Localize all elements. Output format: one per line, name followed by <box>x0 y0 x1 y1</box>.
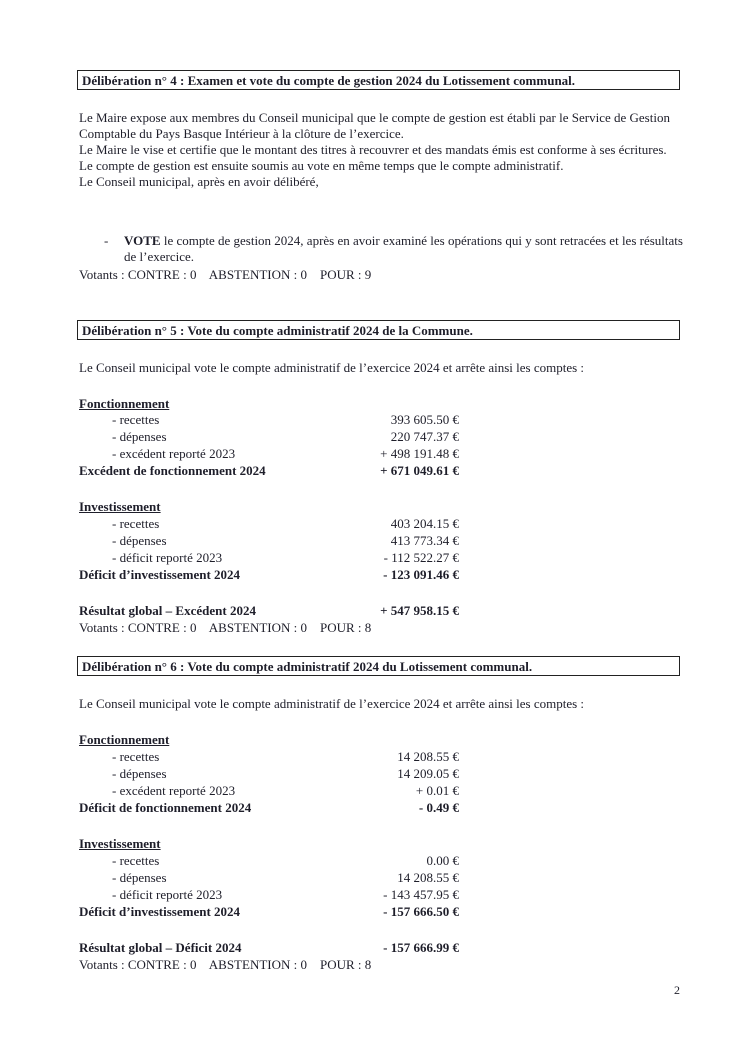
deliberation-6-heading: Délibération n° 6 : Vote du compte administratif 2024 du Lotissement communal. <box>77 656 680 676</box>
fonctionnement-heading: Fonctionnement <box>79 396 170 411</box>
row-amount: 14 209.05 € <box>397 766 459 781</box>
total-row <box>79 567 459 583</box>
global-result-row <box>79 603 459 619</box>
row-label: - dépenses <box>112 429 167 444</box>
paragraph: Le Maire le vise et certifie que le montant des titres à recouvrer et des mandats émis est conforme à ses écritures. <box>79 142 667 157</box>
deliberation-5-intro: Le Conseil municipal vote le compte administratif de l’exercice 2024 et arrête ainsi les comptes : <box>79 360 585 375</box>
total-row <box>79 904 459 920</box>
total-amount: - 123 091.46 € <box>383 567 459 582</box>
global-amount: + 547 958.15 € <box>380 603 459 618</box>
account-row <box>79 412 459 428</box>
deliberation-4-body <box>79 110 684 190</box>
row-amount: + 498 191.48 € <box>380 446 459 461</box>
row-amount: 413 773.34 € <box>390 533 459 548</box>
row-label: - recettes <box>112 412 160 427</box>
account-row <box>79 550 459 566</box>
account-row <box>79 887 459 903</box>
row-amount: 220 747.37 € <box>390 429 459 444</box>
investissement-heading: Investissement <box>79 499 161 514</box>
row-amount: 0.00 € <box>426 853 459 868</box>
row-label: - dépenses <box>112 533 167 548</box>
row-amount: 393 605.50 € <box>390 412 459 427</box>
account-row <box>79 429 459 445</box>
account-row <box>79 533 459 549</box>
paragraph: Le compte de gestion est ensuite soumis au vote en même temps que le compte administratif. <box>79 158 564 173</box>
investissement-heading: Investissement <box>79 836 161 851</box>
account-row <box>79 783 459 799</box>
global-label: Résultat global – Excédent 2024 <box>79 603 256 618</box>
account-row <box>79 446 459 462</box>
row-label: - dépenses <box>112 870 167 885</box>
row-label: - recettes <box>112 516 160 531</box>
deliberation-6-votes: Votants : CONTRE : 0 ABSTENTION : 0 POUR : 8 <box>79 957 372 972</box>
deliberation-5-heading: Délibération n° 5 : Vote du compte administratif 2024 de la Commune. <box>77 320 680 340</box>
account-row <box>79 853 459 869</box>
paragraph: Le Maire expose aux membres du Conseil municipal que le compte de gestion est établi par le Service de Gestion Comptable du Pays Basque Intérieur à la clôture de l’exercice. <box>79 110 670 141</box>
row-label: - excédent reporté 2023 <box>112 783 236 798</box>
row-label: - excédent reporté 2023 <box>112 446 236 461</box>
total-label: Excédent de fonctionnement 2024 <box>79 463 266 478</box>
global-amount: - 157 666.99 € <box>383 940 459 955</box>
fonctionnement-heading: Fonctionnement <box>79 732 170 747</box>
total-label: Déficit d’investissement 2024 <box>79 567 241 582</box>
total-row <box>79 463 459 479</box>
global-result-row <box>79 940 459 956</box>
row-label: - déficit reporté 2023 <box>112 550 223 565</box>
total-label: Déficit d’investissement 2024 <box>79 904 241 919</box>
deliberation-4-votes: Votants : CONTRE : 0 ABSTENTION : 0 POUR : 9 <box>79 267 372 282</box>
deliberation-4-heading: Délibération n° 4 : Examen et vote du compte de gestion 2024 du Lotissement communal. <box>77 70 680 90</box>
row-amount: + 0.01 € <box>415 783 459 798</box>
row-label: - dépenses <box>112 766 167 781</box>
account-row <box>79 749 459 765</box>
total-row <box>79 800 459 816</box>
page-number: 2 <box>674 983 680 997</box>
vote-keyword: VOTE <box>124 233 161 248</box>
total-amount: + 671 049.61 € <box>380 463 459 478</box>
row-amount: - 143 457.95 € <box>383 887 459 902</box>
global-label: Résultat global – Déficit 2024 <box>79 940 242 955</box>
paragraph: Le Conseil municipal, après en avoir délibéré, <box>79 174 319 189</box>
row-label: - recettes <box>112 853 160 868</box>
row-amount: - 112 522.27 € <box>383 550 459 565</box>
account-row <box>79 516 459 532</box>
row-amount: 403 204.15 € <box>390 516 459 531</box>
total-amount: - 0.49 € <box>418 800 459 815</box>
account-row <box>79 766 459 782</box>
bullet-text <box>124 233 684 265</box>
vote-description: le compte de gestion 2024, après en avoir examiné les opérations qui y sont retracées et les résultats de l’exercice. <box>124 233 683 264</box>
total-amount: - 157 666.50 € <box>383 904 459 919</box>
account-row <box>79 870 459 886</box>
deliberation-6-intro: Le Conseil municipal vote le compte administratif de l’exercice 2024 et arrête ainsi les comptes : <box>79 696 585 711</box>
row-label: - déficit reporté 2023 <box>112 887 223 902</box>
total-label: Déficit de fonctionnement 2024 <box>79 800 252 815</box>
row-amount: 14 208.55 € <box>397 749 459 764</box>
bullet-dash: - <box>104 233 109 248</box>
deliberation-5-votes: Votants : CONTRE : 0 ABSTENTION : 0 POUR : 8 <box>79 620 372 635</box>
row-amount: 14 208.55 € <box>397 870 459 885</box>
row-label: - recettes <box>112 749 160 764</box>
